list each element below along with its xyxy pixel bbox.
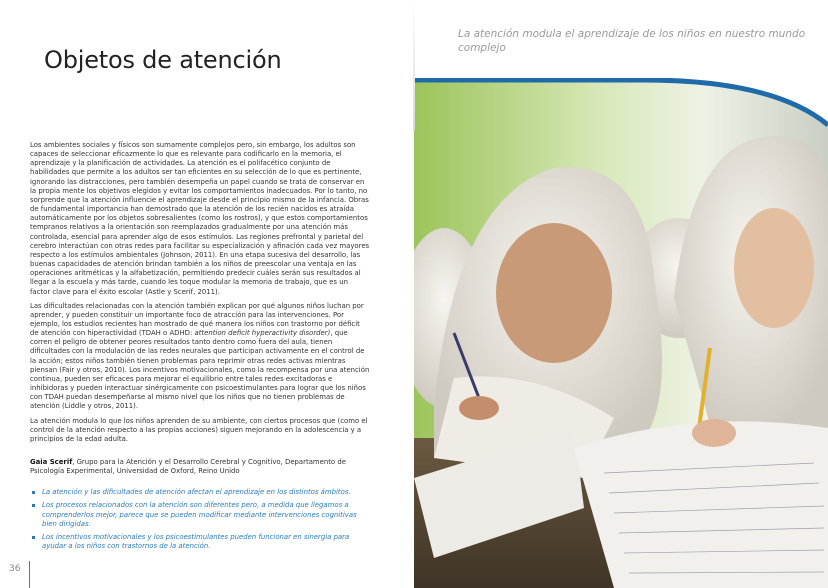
girl-left-face (496, 223, 612, 363)
key-points-list (30, 488, 370, 551)
paragraph (30, 302, 370, 412)
page-title: Objetos de atención (44, 46, 282, 74)
right-page (414, 0, 828, 588)
page-number: 36 (9, 564, 21, 574)
key-point: Los procesos relacionados con la atención son diferentes pero, a medida que llegamos a comprenderlos mejor, parece que se pueden modificar mediante intervenciones cognitivas bien dirigidas. (30, 501, 370, 528)
pull-quote: La atención modula el aprendizaje de los niños en nuestro mundo complejo (458, 28, 806, 54)
author-credit (30, 458, 370, 476)
author-affiliation: , Grupo para la Atención y el Desarrollo Cerebral y Cognitivo, Departamento de Psicología Experimental, Universidad de Oxford, Reino Unido (30, 458, 346, 476)
paragraph-italic-term: attention deficit hyperactivity disorder) (194, 329, 331, 338)
paragraph: Los ambientes sociales y físicos son sumamente complejos pero, sin embargo, los adultos son capaces de seleccionar eficazmente lo que es relevante para codificarlo en la memoria, el aprendizaje y la planificación de actividades. La atención es el polifacético conjunto de habilidades que permite a los adultos ser tan eficientes en su selección de lo que es pertinente, ignorando las distracciones, pero también desempeña un papel cuando se trata de conservar en la propia mente los objetivos elegidos y evitar los comportamientos inadecuados. Por lo tanto, no sorprende que la atención influencie el aprendizaje desde el principio mismo de la infancia. Obras de fundamental importancia han demostrado que la atención de los recién nacidos es atraída automáticamente por los objetos sobresalientes (como los rostros), y que estos comportamientos tempranos relativos a la orientación son reemplazados gradualmente por una atención más controlada, esencial para aprender algo de esos estímulos. Las regiones prefrontal y parietal del cerebro interactúan con otras redes para facilitar su especialización y afinación cada vez mayores respecto a los estímulos ambientales (Johnson, 2011). En una etapa sucesiva del desarrollo, las buenas capacidades de atención brindan también a los niños de preescolar una ventaja en las operaciones aritméticas y la alfabetización, permitiendo predecir cuáles serán sus resultados al llegar a la escuela y más tarde, cuando les toque modular la memoria de trabajo, que es un factor clave para el éxito escolar (Astle y Scerif, 2011). (30, 141, 370, 296)
page-number-divider (29, 561, 30, 588)
paragraph: La atención modula lo que los niños aprenden de su ambiente, con ciertos procesos que (como el control de la atención respecto a las propias acciones) siguen mejorando en la adolescencia y a principios de la edad adulta. (30, 416, 368, 443)
paragraph-text: , que corren el peligro de obtener peores resultados tanto dentro como fuera del aula, tienen dificultades con la modulación de las redes neurales que participan activamente en el control de la acción; estos niños también tienen problemas para reprimir otras redes activas mientras piensan (Fair y otros, 2010). Los incentivos motivacionales, como la recompensa por una atención continua, pueden ser eficaces para mejorar el equilibrio entre tales redes excitadoras e inhibidoras y pueden interactuar sinérgicamente con psicoestimulantes para lograr que los niños con TDAH puedan desempeñarse al mismo nivel que los niños que no tienen problemas de atención (Liddle y otros, 2011). (30, 329, 370, 411)
key-point: La atención y las dificultades de atención afectan el aprendizaje en los distintos ámbitos. (30, 488, 370, 497)
article-body (30, 141, 370, 555)
girl-right-face (734, 208, 814, 328)
page-spine (413, 0, 415, 130)
hand (692, 419, 736, 447)
author-name: Gaia Scerif (30, 458, 73, 466)
notebook-right (574, 421, 828, 588)
photo-children-writing-in-classroom (414, 78, 828, 588)
paragraph-text: Las dificultades relacionadas con la atención también explican por qué algunos niños luchan por aprender, y pueden constituir un importante foco de atracción para las intervenciones. Por ejemplo, los estudios recientes han mostrado de qué manera los niños con trastorno por déficit de atención con hiperactividad (TDAH o ADHD: (30, 301, 364, 338)
key-point: Los incentivos motivacionales y los psicoestimulantes pueden funcionar en sinergia para ayudar a los niños con trastornos de la atención. (30, 533, 370, 551)
hand (459, 396, 499, 420)
